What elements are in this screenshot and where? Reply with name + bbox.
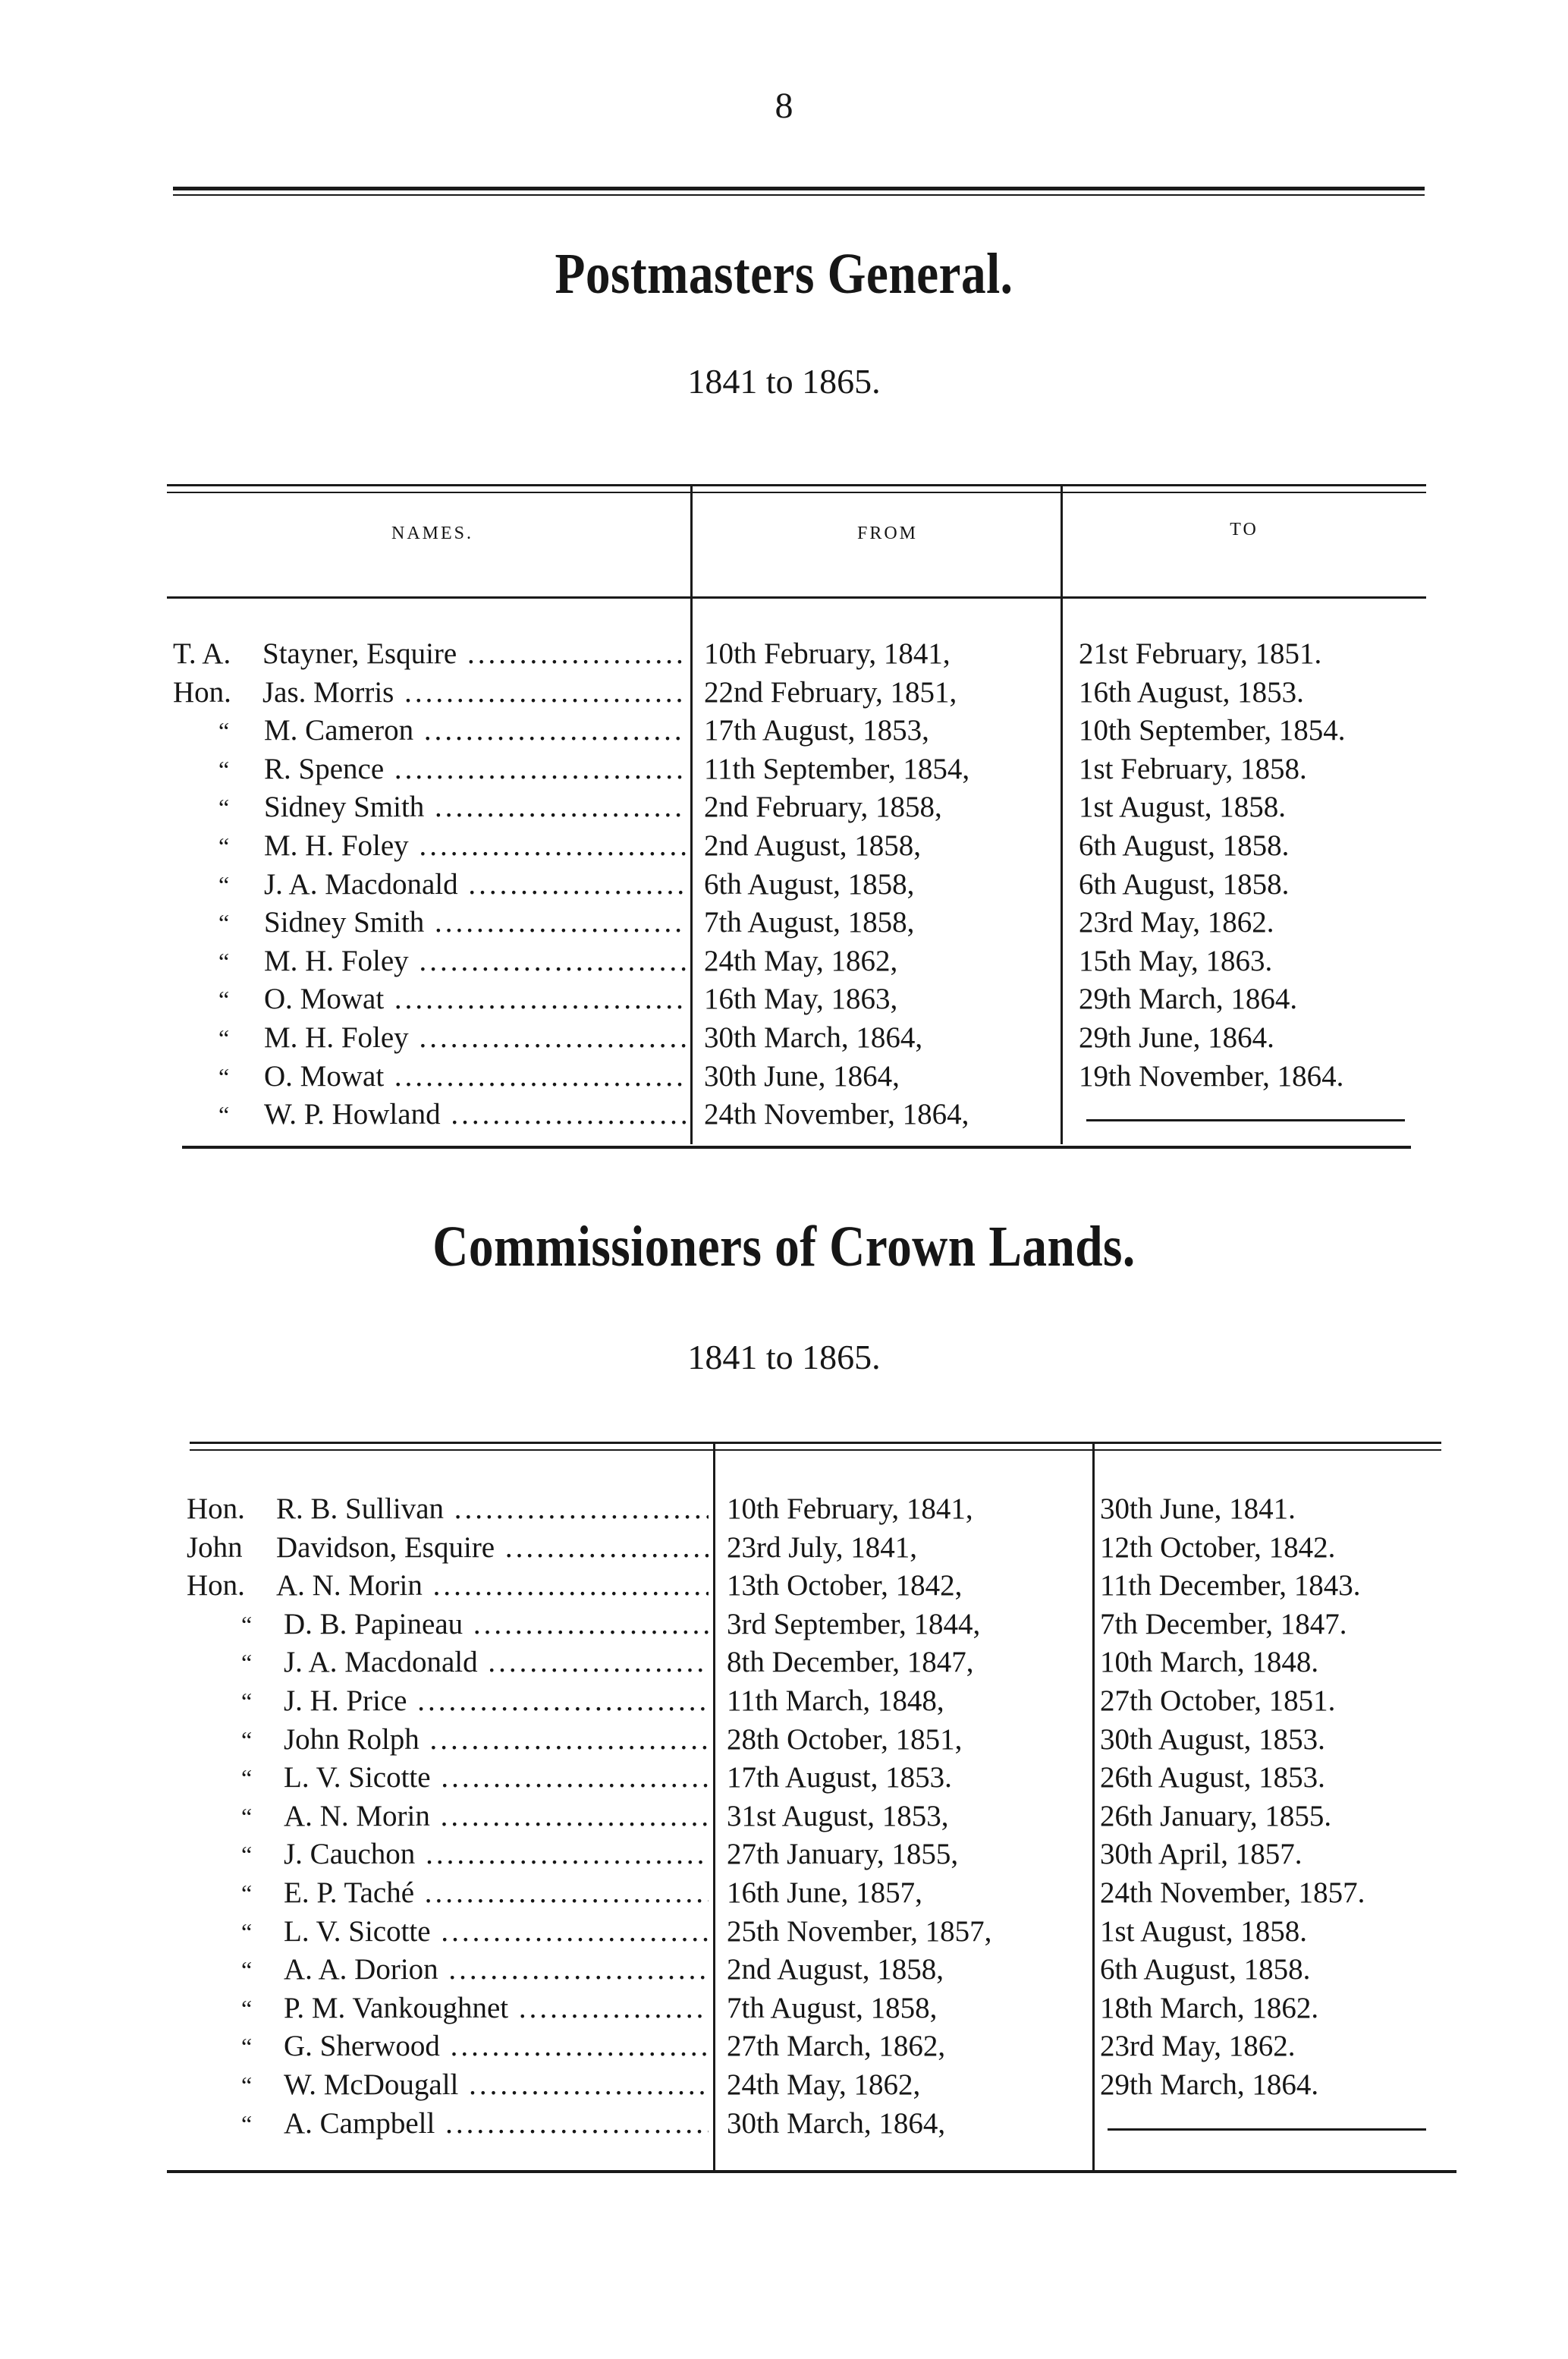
row-to-date: 23rd May, 1862.: [1079, 906, 1274, 939]
table-row: [187, 1798, 1449, 1835]
row-from-date: 28th October, 1851,: [727, 1722, 963, 1756]
row-prefix: “: [218, 1024, 230, 1052]
row-from-date: 2nd August, 1858,: [727, 1953, 944, 1986]
row-to-date: 18th March, 1862.: [1100, 1991, 1319, 2024]
row-prefix: “: [218, 870, 230, 898]
row-prefix: John: [187, 1530, 243, 1564]
row-to-date: 11th December, 1843.: [1100, 1569, 1361, 1603]
table-row: [173, 904, 1428, 941]
table-row: [187, 1952, 1449, 1988]
row-name: J. A. Macdonald .....: [284, 1644, 709, 1681]
row-from-date: 2nd August, 1858,: [704, 829, 922, 862]
row-from-date: 24th May, 1862,: [727, 2068, 921, 2101]
row-name: L. V. Sicotte .....: [284, 1760, 709, 1796]
row-name: Sidney Smith .....: [264, 789, 686, 826]
row-to-date: 30th April, 1857.: [1100, 1838, 1302, 1871]
header-to: TO: [1230, 520, 1258, 539]
row-from-date: 17th August, 1853.: [727, 1761, 952, 1794]
table-row: [187, 1683, 1449, 1719]
row-prefix: “: [218, 986, 230, 1014]
row-to-date: 12th October, 1842.: [1100, 1530, 1336, 1564]
row-prefix: “: [241, 1956, 253, 1984]
table-row: [173, 789, 1428, 826]
row-name: M. H. Foley .....: [264, 828, 686, 864]
row-prefix: “: [218, 717, 230, 745]
table-row: [173, 675, 1428, 711]
row-prefix: “: [241, 2071, 253, 2099]
row-to-date: 10th September, 1854.: [1079, 714, 1346, 747]
row-prefix: “: [241, 1610, 253, 1638]
section2-table-top-rule-2: [190, 1449, 1441, 1451]
row-from-date: 13th October, 1842,: [727, 1569, 963, 1603]
row-from-date: 10th February, 1841,: [704, 637, 951, 670]
row-from-date: 27th January, 1855,: [727, 1838, 959, 1871]
row-to-date: 1st August, 1858.: [1100, 1914, 1308, 1948]
row-name: M. H. Foley .....: [264, 1020, 686, 1056]
section1-bottom-rule: [182, 1146, 1411, 1149]
row-prefix: Hon.: [173, 675, 231, 709]
table-row: [173, 1058, 1428, 1095]
row-to-date: 19th November, 1864.: [1079, 1059, 1344, 1093]
table-row: [187, 1760, 1449, 1796]
row-to-dash: [1108, 2128, 1426, 2131]
table-row: [173, 867, 1428, 903]
table-row: [173, 828, 1428, 864]
section2-title: Commissioners of Crown Lands.: [432, 1215, 1136, 1279]
row-name: E. P. Taché .....: [284, 1875, 709, 1911]
row-to-dash: [1086, 1119, 1405, 1121]
row-name: A. N. Morin .....: [276, 1568, 709, 1604]
row-to-date: 1st August, 1858.: [1079, 791, 1287, 824]
row-prefix: “: [241, 1841, 253, 1869]
row-prefix: “: [241, 2109, 253, 2137]
row-name: A. Campbell .....: [284, 2106, 709, 2142]
row-name: P. M. Vankoughnet .....: [284, 1990, 709, 2027]
table-row: [173, 1020, 1428, 1056]
row-name: W. P. Howland .....: [264, 1096, 686, 1133]
row-name: Stayner, Esquire .....: [262, 636, 686, 672]
row-from-date: 3rd September, 1844,: [727, 1607, 981, 1640]
row-name: Davidson, Esquire .....: [276, 1530, 709, 1566]
row-from-date: 7th August, 1858,: [704, 906, 915, 939]
section1-years: 1841 to 1865.: [687, 362, 881, 401]
row-to-date: 29th March, 1864.: [1100, 2068, 1319, 2101]
row-from-date: 30th March, 1864,: [727, 2106, 946, 2140]
row-name: R. B. Sullivan .....: [276, 1491, 709, 1527]
row-to-date: 6th August, 1858.: [1079, 867, 1290, 901]
row-from-date: 24th May, 1862,: [704, 944, 898, 977]
section1-title: Postmasters General.: [555, 242, 1013, 306]
section1-table-top-rule-2: [167, 492, 1426, 493]
row-prefix: “: [218, 755, 230, 783]
row-from-date: 17th August, 1853,: [704, 714, 929, 747]
row-to-date: 27th October, 1851.: [1100, 1684, 1336, 1717]
row-prefix: “: [241, 1917, 253, 1945]
row-name: Jas. Morris .....: [262, 675, 686, 711]
row-prefix: “: [241, 1802, 253, 1830]
row-prefix: “: [241, 1687, 253, 1715]
row-prefix: T. A.: [173, 637, 231, 670]
section2-table-top-rule: [190, 1442, 1441, 1444]
row-name: Sidney Smith .....: [264, 904, 686, 941]
table-row: [173, 636, 1428, 672]
table-row: [173, 751, 1428, 788]
row-prefix: “: [218, 1062, 230, 1090]
row-name: M. Cameron .....: [264, 712, 686, 749]
row-to-date: 30th August, 1853.: [1100, 1722, 1325, 1756]
row-name: R. Spence .....: [264, 751, 686, 788]
row-to-date: 26th January, 1855.: [1100, 1799, 1332, 1832]
table-row: [187, 1530, 1449, 1566]
row-name: John Rolph .....: [284, 1722, 709, 1758]
table-row: [173, 712, 1428, 749]
row-to-date: 1st February, 1858.: [1079, 752, 1307, 785]
row-from-date: 10th February, 1841,: [727, 1492, 973, 1525]
row-from-date: 24th November, 1864,: [704, 1098, 969, 1131]
row-to-date: 26th August, 1853.: [1100, 1761, 1325, 1794]
top-rule: [173, 187, 1425, 190]
row-name: W. McDougall .....: [284, 2067, 709, 2103]
table-row: [187, 1875, 1449, 1911]
section1-table-top-rule: [167, 484, 1426, 486]
row-to-date: 6th August, 1858.: [1100, 1953, 1311, 1986]
row-from-date: 16th May, 1863,: [704, 983, 898, 1016]
row-name: G. Sherwood .....: [284, 2028, 709, 2065]
section2-years: 1841 to 1865.: [687, 1338, 881, 1376]
row-from-date: 11th March, 1848,: [727, 1684, 944, 1717]
header-names: NAMES.: [391, 524, 473, 543]
row-from-date: 25th November, 1857,: [727, 1914, 992, 1948]
row-prefix: “: [218, 947, 230, 975]
row-prefix: “: [218, 909, 230, 937]
table-row: [187, 1722, 1449, 1758]
row-name: J. A. Macdonald .....: [264, 867, 686, 903]
row-from-date: 27th March, 1862,: [727, 2030, 946, 2063]
row-prefix: “: [218, 1101, 230, 1129]
row-name: O. Mowat .....: [264, 1058, 686, 1095]
row-to-date: 6th August, 1858.: [1079, 829, 1290, 862]
row-to-date: 7th December, 1847.: [1100, 1607, 1347, 1640]
row-to-date: 16th August, 1853.: [1079, 675, 1304, 709]
row-from-date: 6th August, 1858,: [704, 867, 915, 901]
table-row: [173, 943, 1428, 980]
row-prefix: “: [241, 1879, 253, 1907]
row-from-date: 16th June, 1857,: [727, 1876, 922, 1909]
row-prefix: “: [241, 1725, 253, 1754]
row-to-date: 30th June, 1841.: [1100, 1492, 1296, 1525]
row-to-date: 23rd May, 1862.: [1100, 2030, 1296, 2063]
row-name: J. H. Price .....: [284, 1683, 709, 1719]
row-to-date: 10th March, 1848.: [1100, 1646, 1319, 1679]
row-to-date: 15th May, 1863.: [1079, 944, 1273, 977]
section2-bottom-rule: [167, 2170, 1456, 2173]
row-prefix: “: [241, 1649, 253, 1677]
row-prefix: “: [241, 1764, 253, 1792]
table-row: [187, 1606, 1449, 1643]
section1-header-rule: [167, 596, 1426, 599]
table-row: [187, 1990, 1449, 2027]
row-from-date: 2nd February, 1858,: [704, 791, 942, 824]
row-prefix: Hon.: [187, 1492, 245, 1525]
row-from-date: 30th March, 1864,: [704, 1021, 923, 1054]
table-row: [173, 1096, 1428, 1133]
row-from-date: 30th June, 1864,: [704, 1059, 900, 1093]
row-to-date: 21st February, 1851.: [1079, 637, 1322, 670]
table-row: [187, 2067, 1449, 2103]
row-to-date: 24th November, 1857.: [1100, 1876, 1365, 1909]
table-row: [187, 1644, 1449, 1681]
row-to-date: 29th June, 1864.: [1079, 1021, 1274, 1054]
row-name: A. A. Dorion .....: [284, 1952, 709, 1988]
row-name: L. V. Sicotte .....: [284, 1914, 709, 1950]
row-from-date: 23rd July, 1841,: [727, 1530, 917, 1564]
row-to-date: 29th March, 1864.: [1079, 983, 1298, 1016]
row-from-date: 22nd February, 1851,: [704, 675, 957, 709]
row-prefix: “: [241, 1994, 253, 2022]
row-name: J. Cauchon .....: [284, 1836, 709, 1873]
row-from-date: 11th September, 1854,: [704, 752, 970, 785]
top-rule-thin: [173, 194, 1425, 196]
table-row: [187, 1568, 1449, 1604]
row-prefix: “: [218, 832, 230, 860]
page-number: 8: [775, 86, 793, 126]
table-row: [187, 2106, 1449, 2142]
table-row: [187, 1836, 1449, 1873]
row-from-date: 7th August, 1858,: [727, 1991, 938, 2024]
table-row: [187, 1491, 1449, 1527]
table-row: [173, 981, 1428, 1018]
table-row: [187, 2028, 1449, 2065]
row-prefix: Hon.: [187, 1569, 245, 1603]
row-from-date: 8th December, 1847,: [727, 1646, 974, 1679]
row-from-date: 31st August, 1853,: [727, 1799, 949, 1832]
row-name: M. H. Foley .....: [264, 943, 686, 980]
table-row: [187, 1914, 1449, 1950]
row-name: A. N. Morin .....: [284, 1798, 709, 1835]
row-prefix: “: [218, 794, 230, 822]
row-prefix: “: [241, 2033, 253, 2061]
row-name: D. B. Papineau .....: [284, 1606, 709, 1643]
row-name: O. Mowat .....: [264, 981, 686, 1018]
header-from: FROM: [856, 524, 919, 543]
